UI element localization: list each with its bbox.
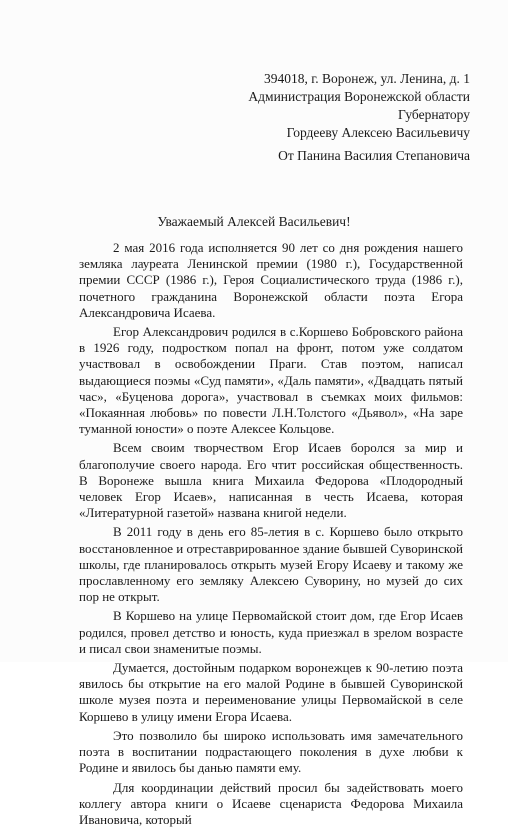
recipient-address <box>170 70 470 142</box>
address-line: Губернатору <box>398 107 470 122</box>
address-line: Администрация Воронежской области <box>248 89 470 104</box>
body-paragraph: Егор Александрович родился в с.Коршево Бобровского района в 1926 году, подростком попал на фронт, потом уже солдатом участвовал в освобождении Праги. Став поэтом, написал выдающиеся поэмы «Суд памяти», «Даль памяти», «Двадцать пятый час», «Буценова дорога», участвовал в съемках моих фильмов: «Покаянная любовь» по повести Л.Н.Толстого «Дьявол», «На заре туманной юности» о поэте Алексее Кольцове. <box>79 324 463 437</box>
salutation: Уважаемый Алексей Васильевич! <box>157 214 351 229</box>
body-paragraph: Это позволило бы широко использовать имя замечательного поэта в воспитании подрастающего поколения в духе любви к Родине и явилось бы данью памяти ему. <box>79 727 463 776</box>
address-line: Гордееву Алексею Васильевичу <box>286 125 470 140</box>
body-paragraph: В 2011 году в день его 85-летия в с. Коршево было открыто восстановленное и отреставрированное здание бывшей Суворинской школы, где планировалось открыть музей Егору Исаеву и такому же прославленному его земляку Алексею Суворину, но музей до сих пор не открыт. <box>79 524 463 605</box>
body-paragraph: Для координации действий просил бы задействовать моего коллегу автора книги о Исаеве сценариста Федорова Михаила Ивановича, который <box>79 779 463 827</box>
body-paragraph: Всем своим творчеством Егор Исаев боролся за мир и благополучие своего народа. Его чтит российская общественность. В Воронеже вышла книга Михаила Федорова «Плодородный человек Егор Исаев», написанная в честь Исаева, которая «Литературной газетой» названа книгой недели. <box>79 440 463 521</box>
body-paragraph: Думается, достойным подарком воронежцев к 90-летию поэта явилось бы открытие на его малой Родине в бывшей Суворинской школе музея поэта и переименование улицы Первомайской в селе Коршево в улицу имени Егора Исаева. <box>79 660 463 724</box>
address-line: 394018, г. Воронеж, ул. Ленина, д. 1 <box>263 71 470 86</box>
body-paragraph: В Коршево на улице Первомайской стоит дом, где Егор Исаев родился, провел детство и юность, куда приезжал в зрелом возрасте и писал свои знаменитые поэмы. <box>79 608 463 656</box>
sender-line: От Панина Василия Степановича <box>278 148 470 163</box>
letter-body <box>79 240 463 831</box>
body-paragraph: 2 мая 2016 года исполняется 90 лет со дня рождения нашего земляка лауреата Ленинской премии (1980 г.), Государственной премии СССР (1986 г.), Героя Социалистического труда (1986 г.), почетного гражданина Воронежской области поэта Егора Александровича Исаева. <box>79 240 463 320</box>
